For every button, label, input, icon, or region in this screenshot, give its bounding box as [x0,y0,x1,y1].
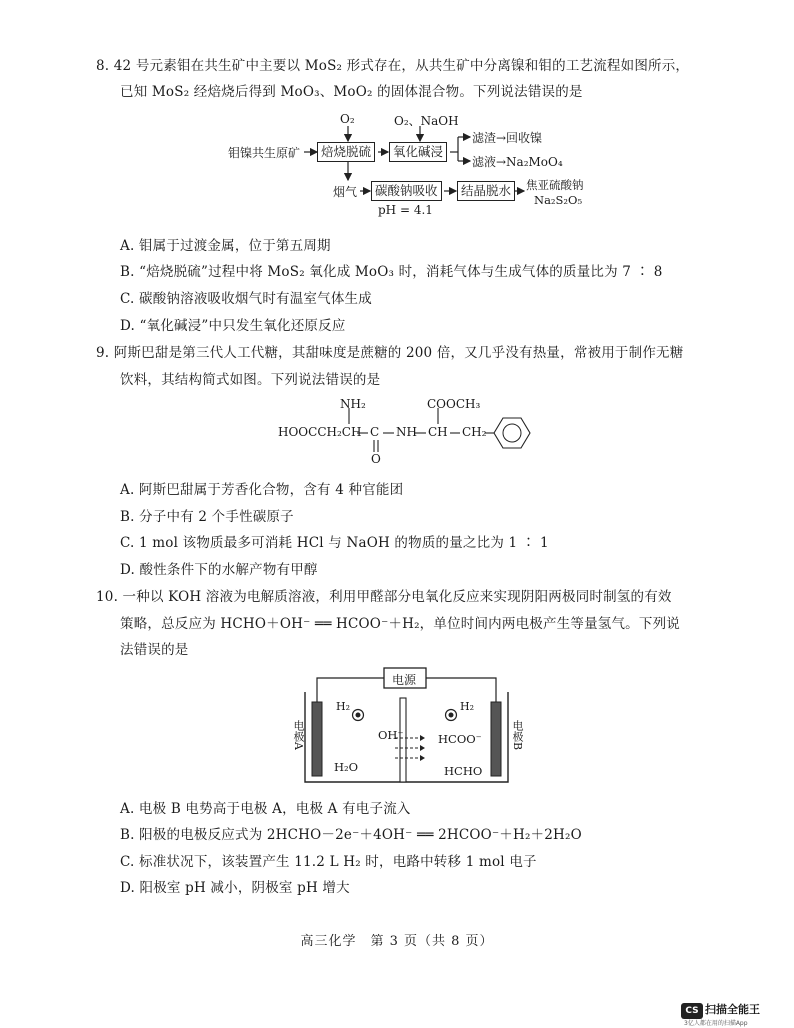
electrode-b-plate [491,702,501,776]
q10-option-b: B. 阳极的电极反应式为 2HCHO－2e⁻＋4OH⁻ ══ 2HCOO⁻＋H₂＋2H₂O [120,827,582,843]
h2-right-label: H₂ [460,700,475,713]
benzene-ring [494,418,530,448]
struct-cooch3: COOCH₃ [427,397,481,411]
q10-stem-line2: 策略，总反应为 HCHO＋OH⁻ ══ HCOO⁻＋H₂，单位时间内两电极产生等量氢气。下列说 [120,616,680,632]
q9-option-b: B. 分子中有 2 个手性碳原子 [120,509,294,525]
hcoo-label: HCOO⁻ [438,732,482,746]
flow-box-absorb: 碳酸钠吸收 [371,181,442,201]
flow-o2naoh: O₂、NaOH [394,114,459,128]
electrode-b-label: 电极B [511,720,524,751]
q8-option-a: A. 钼属于过渡金属，位于第五周期 [120,238,331,254]
q8-stem-line1: 8. 42 号元素钼在共生矿中主要以 MoS₂ 形式存在，从共生矿中分离镍和钼的工艺流程如图所示， [96,58,690,74]
q8-stem-line2: 已知 MoS₂ 经焙烧后得到 MoO₃、MoO₂ 的固体混合物。下列说法错误的是 [120,84,583,100]
q9-option-d: D. 酸性条件下的水解产物有甲醇 [120,562,318,578]
struct-c: C [370,425,380,439]
flow-gas: 烟气 [333,185,358,199]
q10-stem-line1: 10. 一种以 KOH 溶液为电解质溶液，利用甲醛部分电氧化反应来实现阴阳两极同时制氢的有效 [96,589,672,605]
struct-ch2: CH₂ [462,425,487,439]
flow-out-filtrate: 滤液→Na₂MoO₄ [472,155,563,169]
h2-left-label: H₂ [336,700,351,713]
q10-option-a: A. 电极 B 电势高于电极 A，电极 A 有电子流入 [120,801,411,817]
oh-ion-label: OH⁻ [378,728,404,742]
q8-option-c: C. 碳酸钠溶液吸收烟气时有温室气体生成 [120,291,372,307]
q8-option-d: D. “氧化碱浸”中只发生氧化还原反应 [120,318,346,334]
page-footer: 高三化学 第 3 页（共 8 页） [300,934,494,949]
q10-stem-line3: 法错误的是 [120,642,189,658]
struct-ch: CH [428,425,448,439]
flow-start: 钼镍共生原矿 [228,146,301,160]
q9-option-a: A. 阿斯巴甜属于芳香化合物，含有 4 种官能团 [120,482,404,498]
q10-option-d: D. 阳极室 pH 减小，阴极室 pH 增大 [120,880,350,896]
struct-main-left: HOOCCH₂CH [278,425,362,439]
q8-option-b: B. “焙烧脱硫”过程中将 MoS₂ 氧化成 MoO₃ 时，消耗气体与生成气体的质量比为 7 ∶ 8 [120,264,663,280]
hcho-label: HCHO [444,764,483,778]
power-label: 电源 [392,673,417,687]
struct-o: O [371,452,381,466]
flow-box-leach: 氧化碱浸 [389,142,447,162]
q9-stem-line1: 9. 阿斯巴甜是第三代人工代糖，其甜味度是蔗糖的 200 倍，又几乎没有热量，常被用于制作无糖 [96,345,684,361]
q9-stem-line2: 饮料，其结构简式如图。下列说法错误的是 [120,372,381,388]
camscanner-tagline: 3亿人都在用的扫描App [684,1020,748,1027]
flow-product-formula: Na₂S₂O₅ [534,193,583,207]
h2o-label: H₂O [334,760,359,774]
flow-box-crystal: 结晶脱水 [457,181,515,201]
q10-option-c: C. 标准状况下，该装置产生 11.2 L H₂ 时，电路中转移 1 mol 电子 [120,854,537,870]
electrode-a-plate [312,702,322,776]
flow-box-roast: 焙烧脱硫 [317,142,375,162]
struct-nh2: NH₂ [340,397,366,411]
struct-nh: NH [396,425,417,439]
flow-product-name: 焦亚硫酸钠 [526,178,584,192]
flow-ph: pH = 4.1 [378,203,433,217]
camscanner-name: 扫描全能王 [705,1003,760,1016]
flow-out-residue: 滤渣→回收镍 [472,131,543,145]
q9-option-c: C. 1 mol 该物质最多可消耗 HCl 与 NaOH 的物质的量之比为 1 ∶ 1 [120,535,549,551]
camscanner-logo-icon: CS [681,1003,703,1019]
flow-o2: O₂ [340,112,355,126]
electrode-a-label: 电极A [292,720,305,750]
